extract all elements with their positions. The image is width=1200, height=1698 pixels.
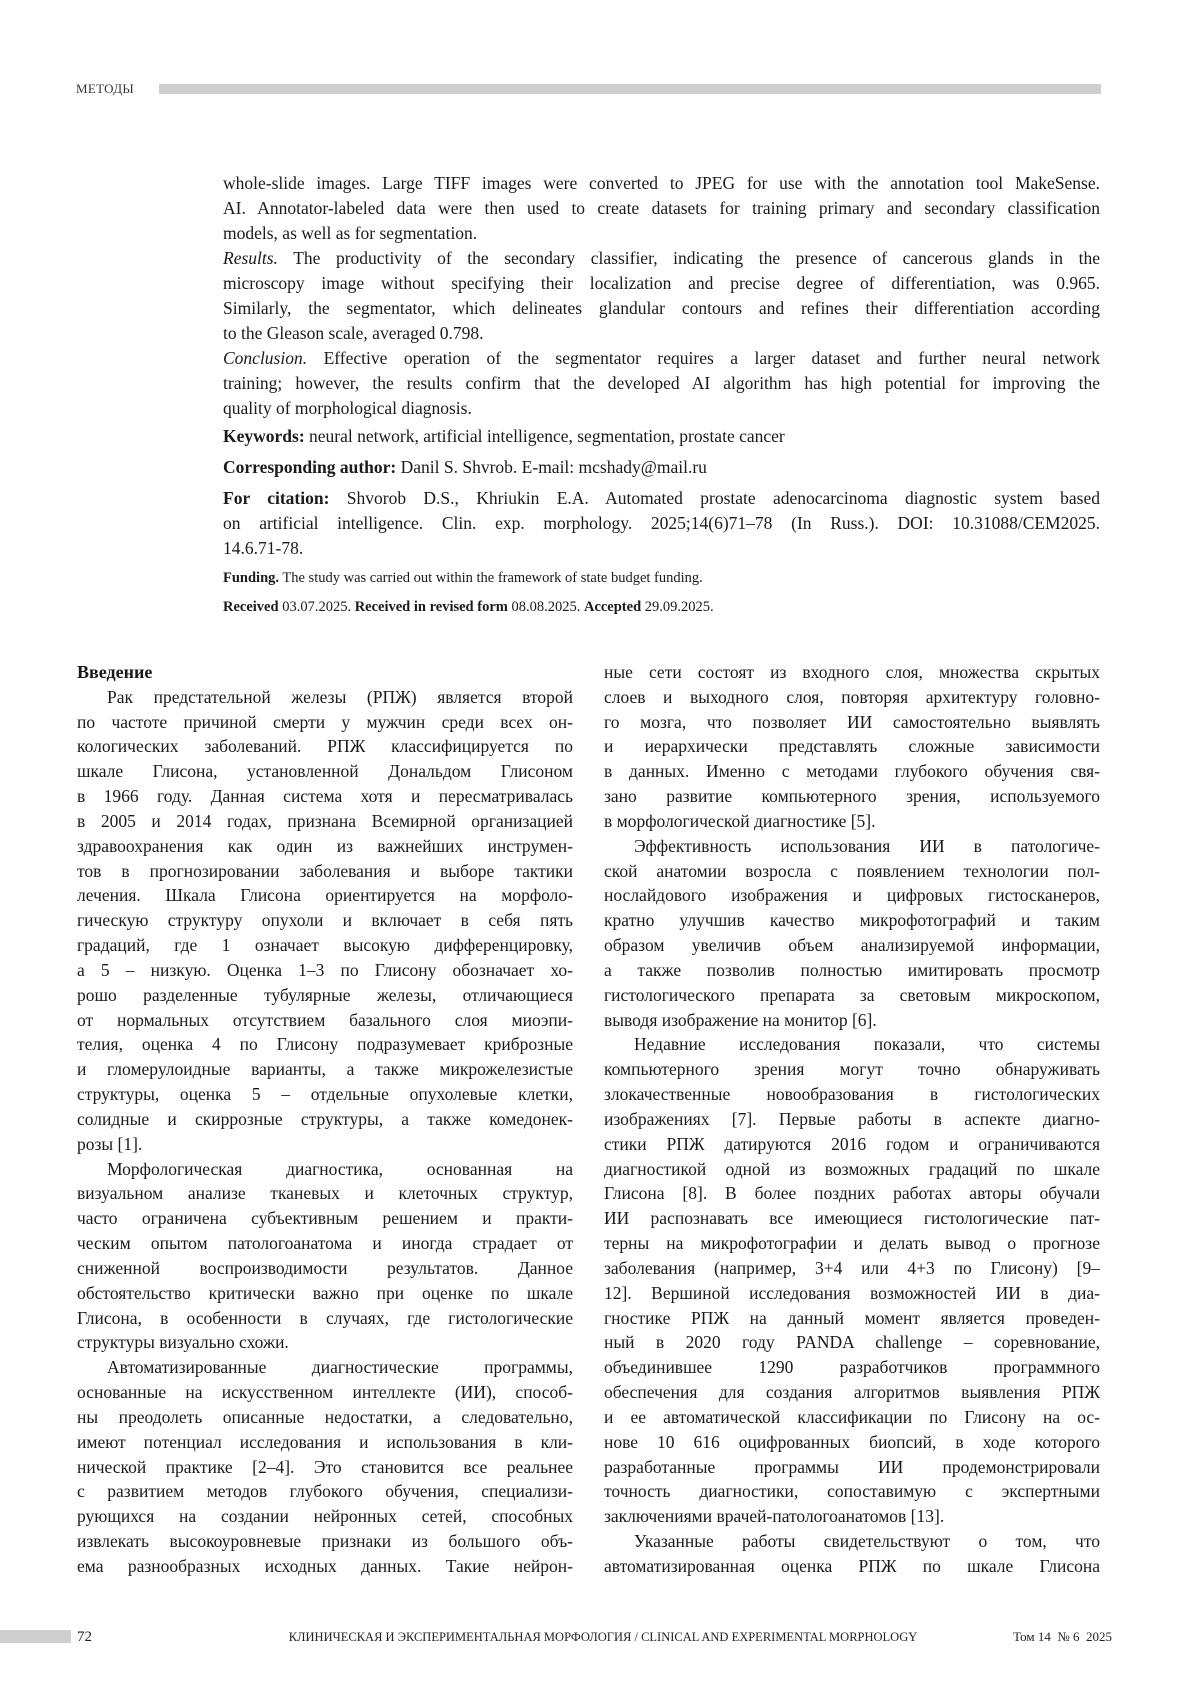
text-line: в данных. Именно с методами глубокого обучения свя-	[604, 759, 1100, 784]
page-number: 72	[77, 1628, 92, 1646]
corresponding-author	[223, 455, 1100, 480]
text-line: гностике РПЖ на данный момент является проведен-	[604, 1306, 1100, 1331]
keywords	[223, 424, 1100, 449]
text-line: злокачественные новообразования в гистологических	[604, 1082, 1100, 1107]
text-line: рующихся на создании нейронных сетей, способных	[77, 1504, 573, 1529]
text-line: Морфологическая диагностика, основанная на	[77, 1157, 573, 1182]
footer-bar	[0, 1630, 71, 1643]
text-line: гическую структуру опухоли и включает в себя пять	[77, 908, 573, 933]
text-line: разработанные программы ИИ продемонстрировали	[604, 1455, 1100, 1480]
paragraph	[604, 1032, 1100, 1529]
text-line: структуры, оценка 5 – отдельные опухолевые клетки,	[77, 1082, 573, 1107]
text-line: Глисона [8]. В более поздних работах авторы обучали	[604, 1181, 1100, 1206]
abstract-results-line	[223, 246, 1100, 271]
text-line: основанные на искусственном интеллекте (ИИ), способ-	[77, 1380, 573, 1405]
abstract-line: models, as well as for segmentation.	[223, 221, 1100, 246]
results-label: Results.	[223, 248, 278, 268]
abstract-line: AI. Annotator-labeled data were then used to create datasets for training primary and secondary classification	[223, 196, 1100, 221]
text-line: и гломерулоидные варианты, а также микрожелезистые	[77, 1057, 573, 1082]
text-line: градаций, где 1 означает высокую дифференцировку,	[77, 933, 573, 958]
abstract-line: training; however, the results confirm that the developed AI algorithm has high potential for improving the	[223, 371, 1100, 396]
text-line: зано развитие компьютерного зрения, используемого	[604, 784, 1100, 809]
text-line: стики РПЖ датируются 2016 годом и ограничиваются	[604, 1132, 1100, 1157]
text-line: объединившее 1290 разработчиков программного	[604, 1355, 1100, 1380]
text-line: шкале Глисона, установленной Дональдом Глисоном	[77, 759, 573, 784]
funding	[223, 566, 1100, 591]
text-line: лечения. Шкала Глисона ориентируется на морфоло-	[77, 883, 573, 908]
text-line: кратно улучшив качество микрофотографий и таким	[604, 908, 1100, 933]
citation-line: 14.6.71-78.	[223, 536, 1100, 561]
text-line: образом увеличив объем анализируемой информации,	[604, 933, 1100, 958]
abstract-conclusion-line	[223, 346, 1100, 371]
text-line: Глисона, в особенности в случаях, где гистологические	[77, 1306, 573, 1331]
text-line: телия, оценка 4 по Глисону подразумевает криброзные	[77, 1032, 573, 1057]
citation-line: on artificial intelligence. Clin. exp. morphology. 2025;14(6)71–78 (In Russ.). DOI: 10.31088/CEM2025.	[223, 511, 1100, 536]
text-line: сниженной воспроизводимости результатов. Данное	[77, 1256, 573, 1281]
paragraph	[604, 1529, 1100, 1579]
citation-label: For citation:	[223, 488, 329, 508]
text-line: Указанные работы свидетельствуют о том, что	[604, 1529, 1100, 1554]
text-line: го мозга, что позволяет ИИ самостоятельно выявлять	[604, 710, 1100, 735]
abstract-line: whole-slide images. Large TIFF images were converted to JPEG for use with the annotation tool MakeSense.	[223, 171, 1100, 196]
accepted-label: Accepted	[584, 599, 641, 615]
text-line: заболевания (например, 3+4 или 4+3 по Глисону) [9–	[604, 1256, 1100, 1281]
text-line: в 2005 и 2014 годах, признана Всемирной организацией	[77, 809, 573, 834]
text-line: заключениями врачей-патологоанатомов [13].	[604, 1504, 1100, 1529]
citation-text: Shvorob D.S., Khriukin E.A. Automated prostate adenocarcinoma diagnostic system based	[329, 488, 1100, 508]
right-column	[604, 660, 1100, 1579]
text-line: Эффективность использования ИИ в патологиче-	[604, 834, 1100, 859]
text-line: розы [1].	[77, 1132, 573, 1157]
text-line: нослайдового изображения и цифровых гистосканеров,	[604, 883, 1100, 908]
text-line: ческим опытом патологоанатома и иногда страдает от	[77, 1231, 573, 1256]
text-line: Рак предстательной железы (РПЖ) является второй	[77, 685, 573, 710]
citation	[223, 486, 1100, 561]
text-line: по частоте причиной смерти у мужчин среди всех он-	[77, 710, 573, 735]
text-line: автоматизированная оценка РПЖ по шкале Глисона	[604, 1554, 1100, 1579]
text-line: слоев и выходного слоя, повторяя архитектуру головно-	[604, 685, 1100, 710]
paragraph	[77, 1355, 573, 1578]
paragraph	[77, 1157, 573, 1356]
text-line: ный в 2020 году PANDA challenge – соревнование,	[604, 1330, 1100, 1355]
text-line: а 5 – низкую. Оценка 1–3 по Глисону обозначает хо-	[77, 958, 573, 983]
text-line: визуальном анализе тканевых и клеточных структур,	[77, 1181, 573, 1206]
text-line: обстоятельство критически важно при оценке по шкале	[77, 1281, 573, 1306]
text-line: структуры визуально схожи.	[77, 1330, 573, 1355]
abstract-line: quality of morphological diagnosis.	[223, 396, 1100, 421]
text-line: рошо разделенные тубулярные железы, отличающиеся	[77, 983, 573, 1008]
received-date: 03.07.2025.	[279, 599, 355, 615]
text-line: выводя изображение на монитор [6].	[604, 1008, 1100, 1033]
journal-title: КЛИНИЧЕСКАЯ И ЭКСПЕРИМЕНТАЛЬНАЯ МОРФОЛОГИЯ / CLINICAL AND EXPERIMENTAL MORPHOLOGY	[233, 1628, 973, 1646]
abstract-line: Similarly, the segmentator, which delineates glandular contours and refines their differentiation according	[223, 296, 1100, 321]
text-line: нове 10 616 оцифрованных биопсий, в ходе которого	[604, 1430, 1100, 1455]
text-line: тов в прогнозировании заболевания и выборе тактики	[77, 859, 573, 884]
citation-line	[223, 486, 1100, 511]
abstract-text: Effective operation of the segmentator requires a larger dataset and further neural network	[307, 348, 1100, 368]
paragraph	[604, 834, 1100, 1033]
paragraph	[604, 660, 1100, 834]
text-line: часто ограничена субъективным решением и практи-	[77, 1206, 573, 1231]
text-line: Недавние исследования показали, что системы	[604, 1032, 1100, 1057]
keywords-value: neural network, artificial intelligence, segmentation, prostate cancer	[305, 426, 785, 446]
author-label: Corresponding author:	[223, 457, 396, 477]
issue-info: Том 14 № 6 2025	[990, 1628, 1112, 1646]
text-line: и ее автоматической классификации по Глисону на ос-	[604, 1405, 1100, 1430]
text-line: с развитием методов глубокого обучения, специализи-	[77, 1479, 573, 1504]
text-line: здравоохранения как один из важнейших инструмен-	[77, 834, 573, 859]
abstract-line: to the Gleason scale, averaged 0.798.	[223, 321, 1100, 346]
text-line: а также позволив полностью имитировать просмотр	[604, 958, 1100, 983]
text-line: имеют потенциал исследования и использования в кли-	[77, 1430, 573, 1455]
text-line: и иерархически представлять сложные зависимости	[604, 734, 1100, 759]
text-line: ской анатомии возросла с появлением технологии пол-	[604, 859, 1100, 884]
keywords-label: Keywords:	[223, 426, 305, 446]
funding-value: The study was carried out within the framework of state budget funding.	[279, 570, 703, 586]
text-line: точность диагностики, сопоставимую с экспертными	[604, 1479, 1100, 1504]
text-line: в морфологической диагностике [5].	[604, 809, 1100, 834]
text-line: ИИ распознавать все имеющиеся гистологические пат-	[604, 1206, 1100, 1231]
received-dates	[223, 595, 1100, 620]
abstract-line: microscopy image without specifying their localization and precise degree of differentiation, was 0.965.	[223, 271, 1100, 296]
text-line: обеспечения для создания алгоритмов выявления РПЖ	[604, 1380, 1100, 1405]
text-line: изображениях [7]. Первые работы в аспекте диагно-	[604, 1107, 1100, 1132]
text-line: диагностикой одной из возможных градаций по шкале	[604, 1157, 1100, 1182]
funding-label: Funding.	[223, 570, 279, 586]
author-value: Danil S. Shvrob. E-mail: mcshady@mail.ru	[396, 457, 707, 477]
text-line: компьютерного зрения могут точно обнаруживать	[604, 1057, 1100, 1082]
text-line: солидные и скиррозные структуры, а также комедонек-	[77, 1107, 573, 1132]
text-line: в 1966 году. Данная система хотя и пересматривалась	[77, 784, 573, 809]
revised-label: Received in revised form	[355, 599, 508, 615]
text-line: Автоматизированные диагностические программы,	[77, 1355, 573, 1380]
revised-date: 08.08.2025.	[508, 599, 584, 615]
text-line: терны на микрофотографии и делать вывод о прогнозе	[604, 1231, 1100, 1256]
text-line: ные сети состоят из входного слоя, множества скрытых	[604, 660, 1100, 685]
text-line: ема разнообразных исходных данных. Такие нейрон-	[77, 1554, 573, 1579]
section-heading: Введение	[77, 660, 573, 685]
text-line: ны преодолеть описанные недостатки, а следовательно,	[77, 1405, 573, 1430]
conclusion-label: Conclusion.	[223, 348, 307, 368]
received-label: Received	[223, 599, 279, 615]
paragraph	[77, 685, 573, 1157]
abstract-text: The productivity of the secondary classifier, indicating the presence of cancerous glands in the	[278, 248, 1100, 268]
abstract	[223, 171, 1100, 421]
text-line: кологических заболеваний. РПЖ классифицируется по	[77, 734, 573, 759]
text-line: гистологического препарата за световым микроскопом,	[604, 983, 1100, 1008]
left-column	[77, 660, 573, 1579]
accepted-date: 29.09.2025.	[641, 599, 714, 615]
text-line: 12]. Вершиной исследования возможностей ИИ в диа-	[604, 1281, 1100, 1306]
text-line: извлекать высокоуровневые признаки из большого объ-	[77, 1529, 573, 1554]
section-label: МЕТОДЫ	[76, 80, 134, 98]
header-divider-bar	[159, 84, 1101, 94]
text-line: нической практике [2–4]. Это становится все реальнее	[77, 1455, 573, 1480]
text-line: от нормальных отсутствием базального слоя миоэпи-	[77, 1008, 573, 1033]
